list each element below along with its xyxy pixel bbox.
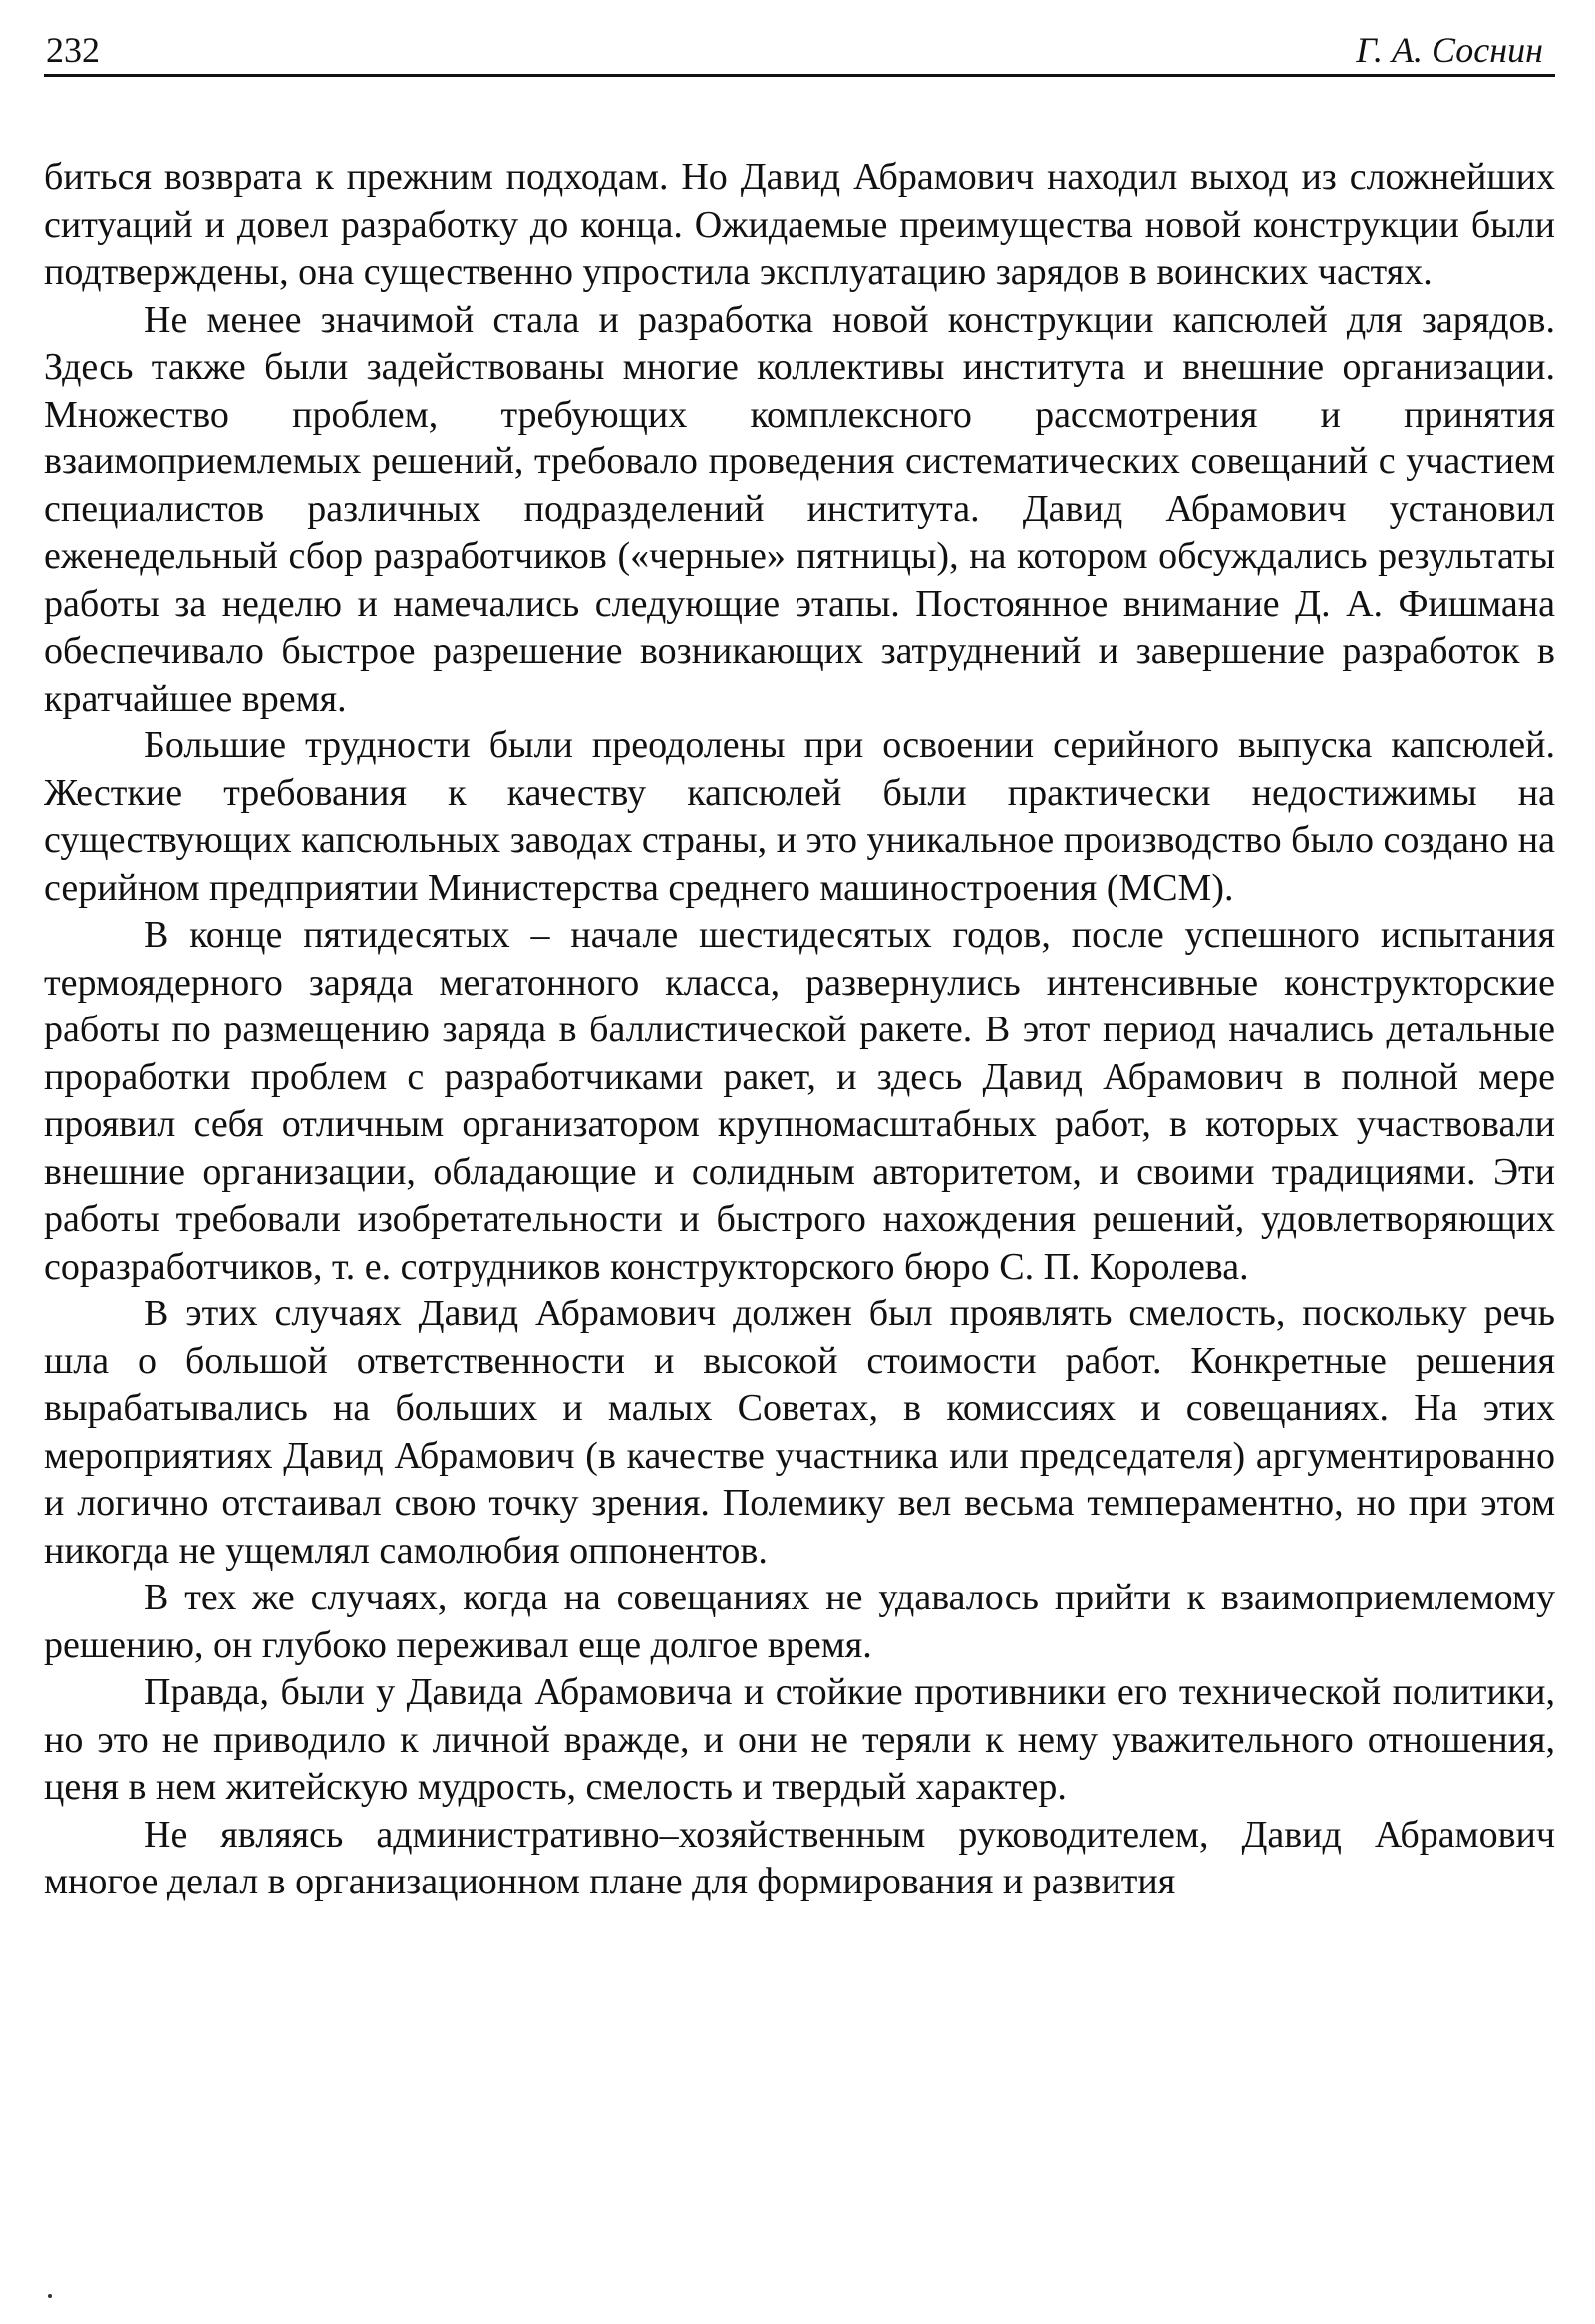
paragraph: В конце пятидесятых – начале шестидесятых годов, после успешного испытания термоядерного заряда мегатонного класса, развернулись интенсивные конструкторские работы по размещению заряда в баллистической ракете. В этот период начались детальные проработки проблем с разработчиками ракет, и здесь Давид Абрамович в полной мере проявил себя отличным организатором крупномасштабных работ, в которых участвовали внешние организации, обладающие и солидным авторитетом, и своими традициями. Эти работы требовали изобретательности и быстрого нахождения решений, удовлетворяющих соразработчиков, т. е. сотрудников конструкторского бюро С. П. Королева. — [44, 914, 1555, 1288]
paragraph: Не являясь административно–хозяйственным руководителем, Давид Абрамович многое делал в организационном плане для формирования и развития — [44, 1813, 1555, 1902]
running-author: Г. А. Соснин — [1356, 30, 1543, 70]
scan-speck — [48, 2294, 52, 2298]
body-text — [44, 154, 1555, 1906]
running-head — [44, 22, 1555, 77]
page-number: 232 — [46, 30, 100, 70]
paragraph: биться возврата к прежним подходам. Но Давид Абрамович находил выход из сложнейших ситуаций и довел разработку до конца. Ожидаемые преимущества новой конструкции были подтверждены, она существенно упростила эксплуатацию зарядов в воинских частях. — [44, 156, 1555, 293]
paragraph: В этих случаях Давид Абрамович должен был проявлять смелость, поскольку речь шла о большой ответственности и высокой стоимости работ. Конкретные решения вырабатывались на больших и малых Советах, в комиссиях и совещаниях. На этих мероприятиях Давид Абрамович (в качестве участника или председателя) аргументированно и логично отстаивал свою точку зрения. Полемику вел весьма темпераментно, но при этом никогда не ущемлял самолюбия оппонентов. — [44, 1293, 1555, 1572]
paragraph: В тех же случаях, когда на совещаниях не удавалось прийти к взаимоприемлемому решению, он глубоко переживал еще долгое время. — [44, 1577, 1555, 1666]
book-page — [44, 22, 1555, 2304]
paragraph: Правда, были у Давида Абрамовича и стойкие противники его технической политики, но это не приводило к личной вражде, и они не теряли к нему уважительного отношения, ценя в нем житейскую мудрость, смелость и твердый характер. — [44, 1671, 1555, 1808]
paragraph: Большие трудности были преодолены при освоении серийного выпуска капсюлей. Жесткие требования к качеству капсюлей были практически недостижимы на существующих капсюльных заводах страны, и это уникальное производство было создано на серийном предприятии Министерства среднего машиностроения (МСМ). — [44, 725, 1555, 909]
paragraph: Не менее значимой стала и разработка новой конструкции капсюлей для зарядов. Здесь также были задействованы многие коллективы института и внешние организации. Множество проблем, требующих комплексного рассмотрения и принятия взаимоприемлемых решений, требовало проведения систематических совещаний с участием специалистов различных подразделений института. Давид Абрамович установил еженедельный сбор разработчиков («черные» пятницы), на котором обсуждались результаты работы за неделю и намечались следующие этапы. Постоянное внимание Д. А. Фишмана обеспечивало быстрое разрешение возникающих затруднений и завершение разработок в кратчайшее время. — [44, 298, 1555, 720]
